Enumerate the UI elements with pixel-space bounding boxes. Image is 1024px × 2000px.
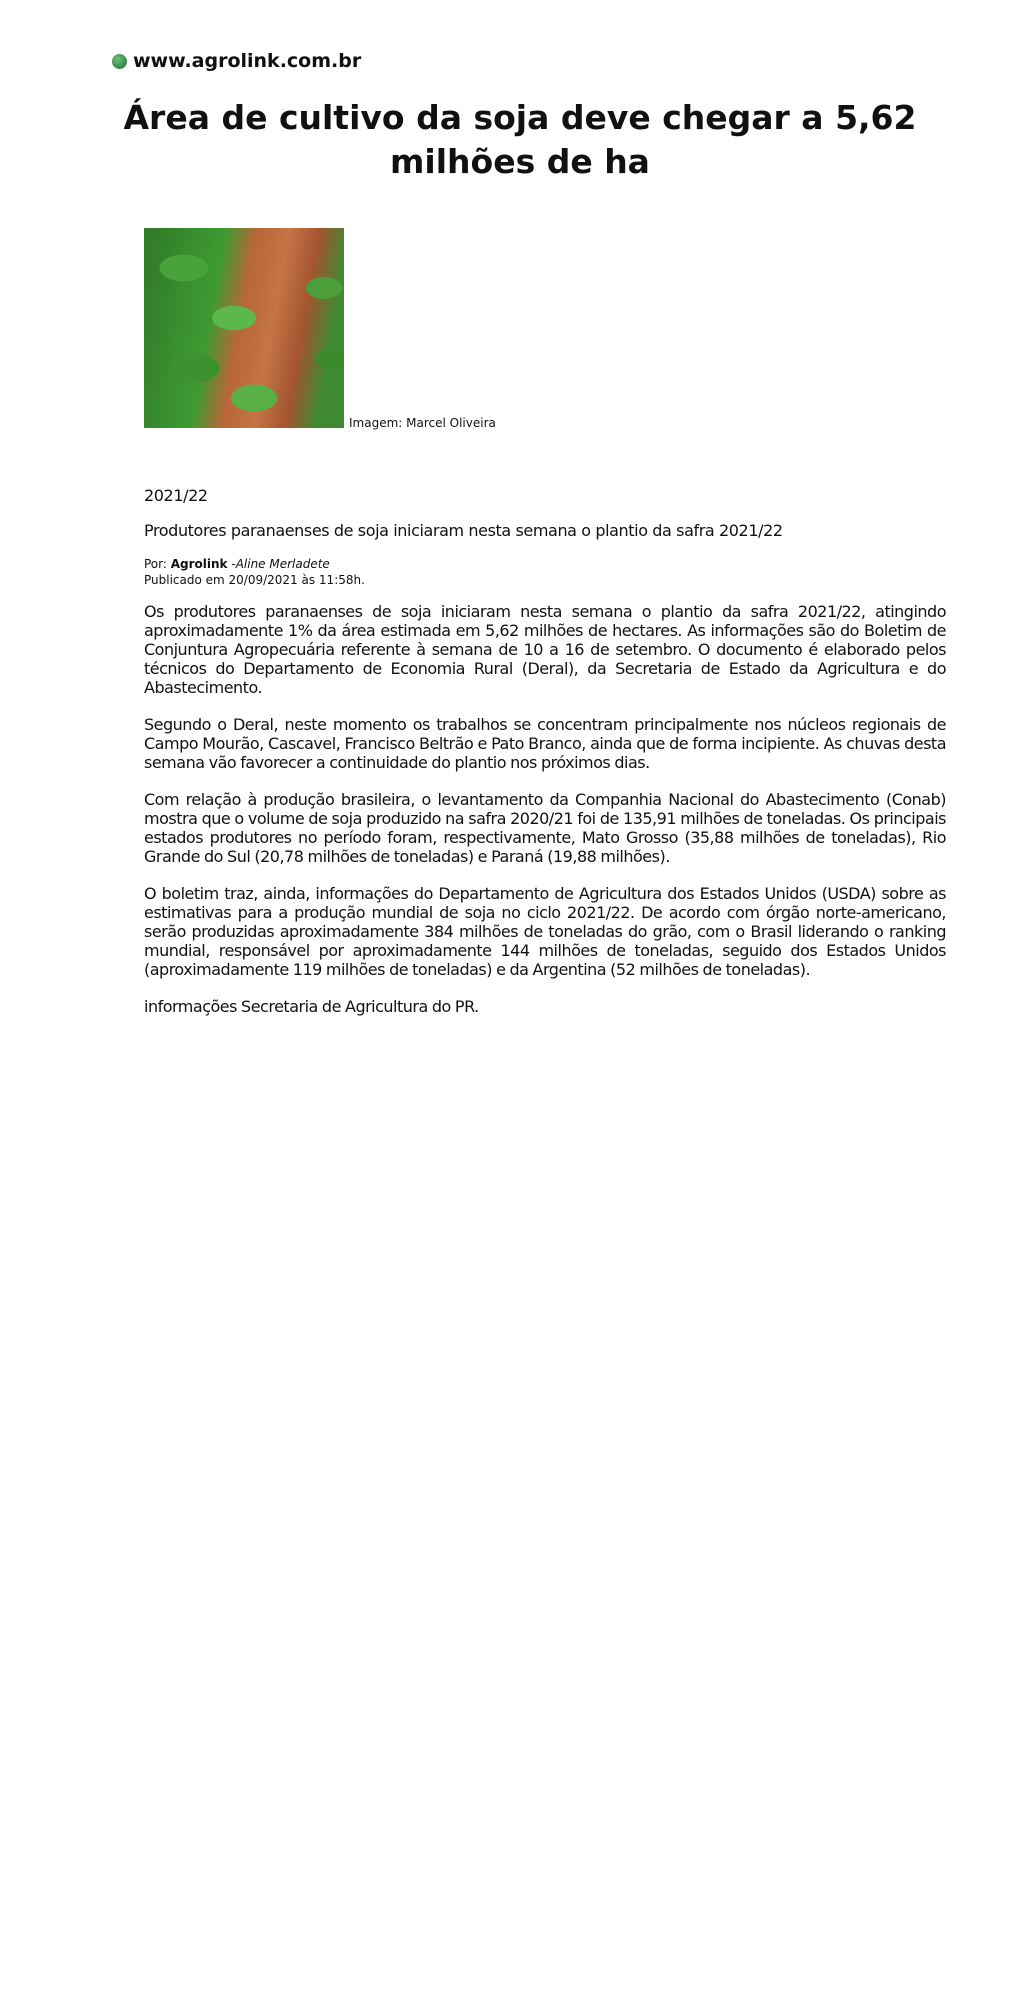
by-label: Por: bbox=[144, 557, 171, 571]
article-kicker: 2021/22 bbox=[144, 486, 208, 505]
paragraph: Os produtores paranaenses de soja iniciaram nesta semana o plantio da safra 2021/22, atingindo aproximadamente 1% da área estimada em 5,62 milhões de hectares. As informações são do Boletim de Conjuntura Agropecuária referente à semana de 10 a 16 de setembro. O documento é elaborado pelos técnicos do Departamento de Economia Rural (Deral), da Secretaria de Estado da Agricultura e do Abastecimento. bbox=[144, 602, 946, 697]
article-author: -Aline Merladete bbox=[231, 557, 330, 571]
article-title: Área de cultivo da soja deve chegar a 5,62 milhões de ha bbox=[123, 98, 917, 181]
paragraph-source: informações Secretaria de Agricultura do PR. bbox=[144, 997, 479, 1016]
paragraph: O boletim traz, ainda, informações do Departamento de Agricultura dos Estados Unidos (USDA) sobre as estimativas para a produção mundial de soja no ciclo 2021/22. De acordo com órgão norte-americano, serão produzidas aproximadamente 384 milhões de toneladas do grão, com o Brasil liderando o ranking mundial, responsável por aproximadamente 144 milhões de toneladas, seguido dos Estados Unidos (aproximadamente 119 milhões de toneladas) e da Argentina (52 milhões de toneladas). bbox=[144, 884, 946, 979]
image-caption: Imagem: Marcel Oliveira bbox=[349, 416, 496, 430]
article-body bbox=[144, 602, 946, 1034]
article-meta bbox=[144, 556, 365, 588]
paragraph: Segundo o Deral, neste momento os trabalhos se concentram principalmente nos núcleos regionais de Campo Mourão, Cascavel, Francisco Beltrão e Pato Branco, ainda que de forma incipiente. As chuvas desta semana vão favorecer a continuidade do plantio nos próximos dias. bbox=[144, 715, 946, 772]
site-header bbox=[112, 50, 361, 72]
agrolink-logo-icon bbox=[112, 54, 127, 69]
article-source: Agrolink bbox=[170, 557, 228, 571]
paragraph: Com relação à produção brasileira, o levantamento da Companhia Nacional do Abastecimento (Conab) mostra que o volume de soja produzido na safra 2020/21 foi de 135,91 milhões de toneladas. Os principais estados produtores no período foram, respectivamente, Mato Grosso (35,88 milhões de toneladas), Rio Grande do Sul (20,78 milhões de toneladas) e Paraná (19,88 milhões). bbox=[144, 790, 946, 866]
site-url[interactable]: www.agrolink.com.br bbox=[133, 50, 362, 72]
soybean-field-image bbox=[144, 228, 344, 428]
publish-date: Publicado em 20/09/2021 às 11:58h. bbox=[144, 573, 365, 587]
article-subtitle: Produtores paranaenses de soja iniciaram nesta semana o plantio da safra 2021/22 bbox=[144, 521, 783, 540]
